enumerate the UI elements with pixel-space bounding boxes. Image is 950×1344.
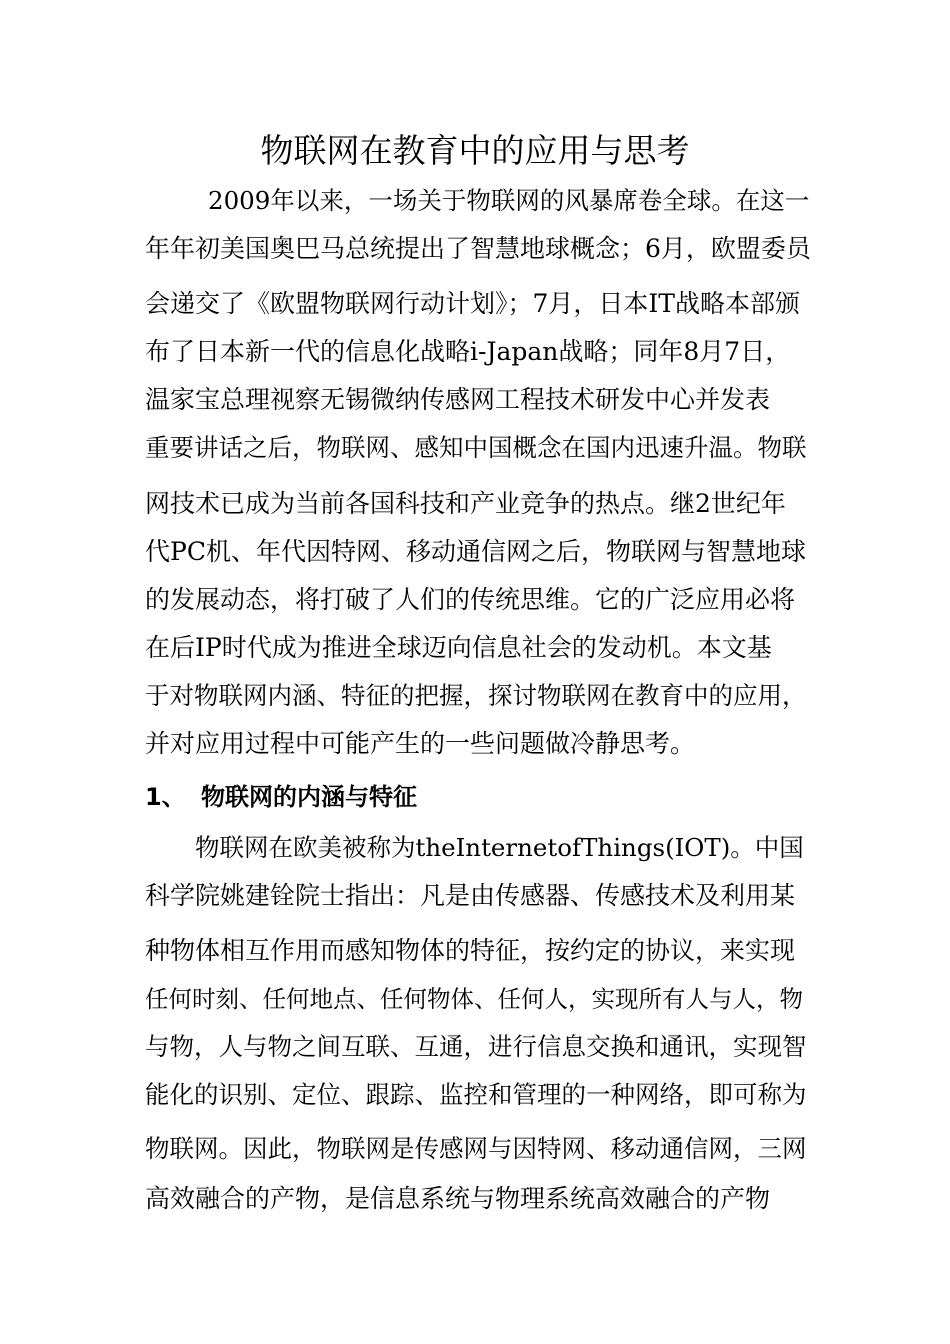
section-line: 科学院姚建铨院士指出：凡是由传感器、传感技术及利用某 bbox=[145, 881, 796, 910]
intro-line: 重要讲话之后，物联网、感知中国概念在国内迅速升温。物联 bbox=[145, 433, 807, 462]
section-line: 与物，人与物之间互联、互通，进行信息交换和通讯，实现智 bbox=[145, 1032, 807, 1061]
intro-line: 的发展动态，将打破了人们的传统思维。它的广泛应用必将 bbox=[145, 585, 796, 614]
intro-line: 年年初美国奥巴马总统提出了智慧地球概念；6月，欧盟委员 bbox=[145, 234, 811, 263]
section-line: 能化的识别、定位、跟踪、监控和管理的一种网络，即可称为 bbox=[145, 1080, 807, 1109]
intro-line: 在后IP时代成为推进全球迈向信息社会的发动机。本文基 bbox=[145, 633, 772, 662]
section-heading-text: 物联网的内涵与特征 bbox=[201, 783, 417, 811]
intro-line: 并对应用过程中可能产生的一些问题做冷静思考。 bbox=[145, 729, 696, 758]
intro-line: 会递交了《欧盟物联网行动计划》；7月，日本IT战略本部颁 bbox=[145, 289, 800, 318]
intro-line: 布了日本新一代的信息化战略i-Japan战略；同年8月7日， bbox=[145, 337, 791, 366]
section-line: 物联网在欧美被称为theInternetofThings(IOT)。中国 bbox=[195, 833, 804, 862]
intro-line: 网技术已成为当前各国科技和产业竞争的热点。继2世纪年 bbox=[145, 489, 786, 518]
intro-line: 代PC机、年代因特网、移动通信网之后，物联网与智慧地球 bbox=[145, 537, 806, 566]
intro-line: 于对物联网内涵、特征的把握，探讨物联网在教育中的应用， bbox=[145, 681, 807, 710]
section-line: 物联网。因此，物联网是传感网与因特网、移动通信网，三网 bbox=[145, 1134, 807, 1163]
section-line: 高效融合的产物，是信息系统与物理系统高效融合的产物 bbox=[145, 1184, 771, 1213]
section-line: 任何时刻、任何地点、任何物体、任何人，实现所有人与人，物 bbox=[145, 985, 803, 1013]
section-number: 1、 bbox=[145, 783, 186, 811]
intro-line: 2009年以来，一场关于物联网的风暴席卷全球。在这一 bbox=[208, 186, 810, 215]
section-heading bbox=[145, 780, 417, 814]
document-title: 物联网在教育中的应用与思考 bbox=[260, 131, 690, 170]
section-line: 种物体相互作用而感知物体的特征，按约定的协议，来实现 bbox=[145, 936, 796, 965]
intro-line: 温家宝总理视察无锡微纳传感网工程技术研发中心并发表 bbox=[145, 385, 771, 414]
